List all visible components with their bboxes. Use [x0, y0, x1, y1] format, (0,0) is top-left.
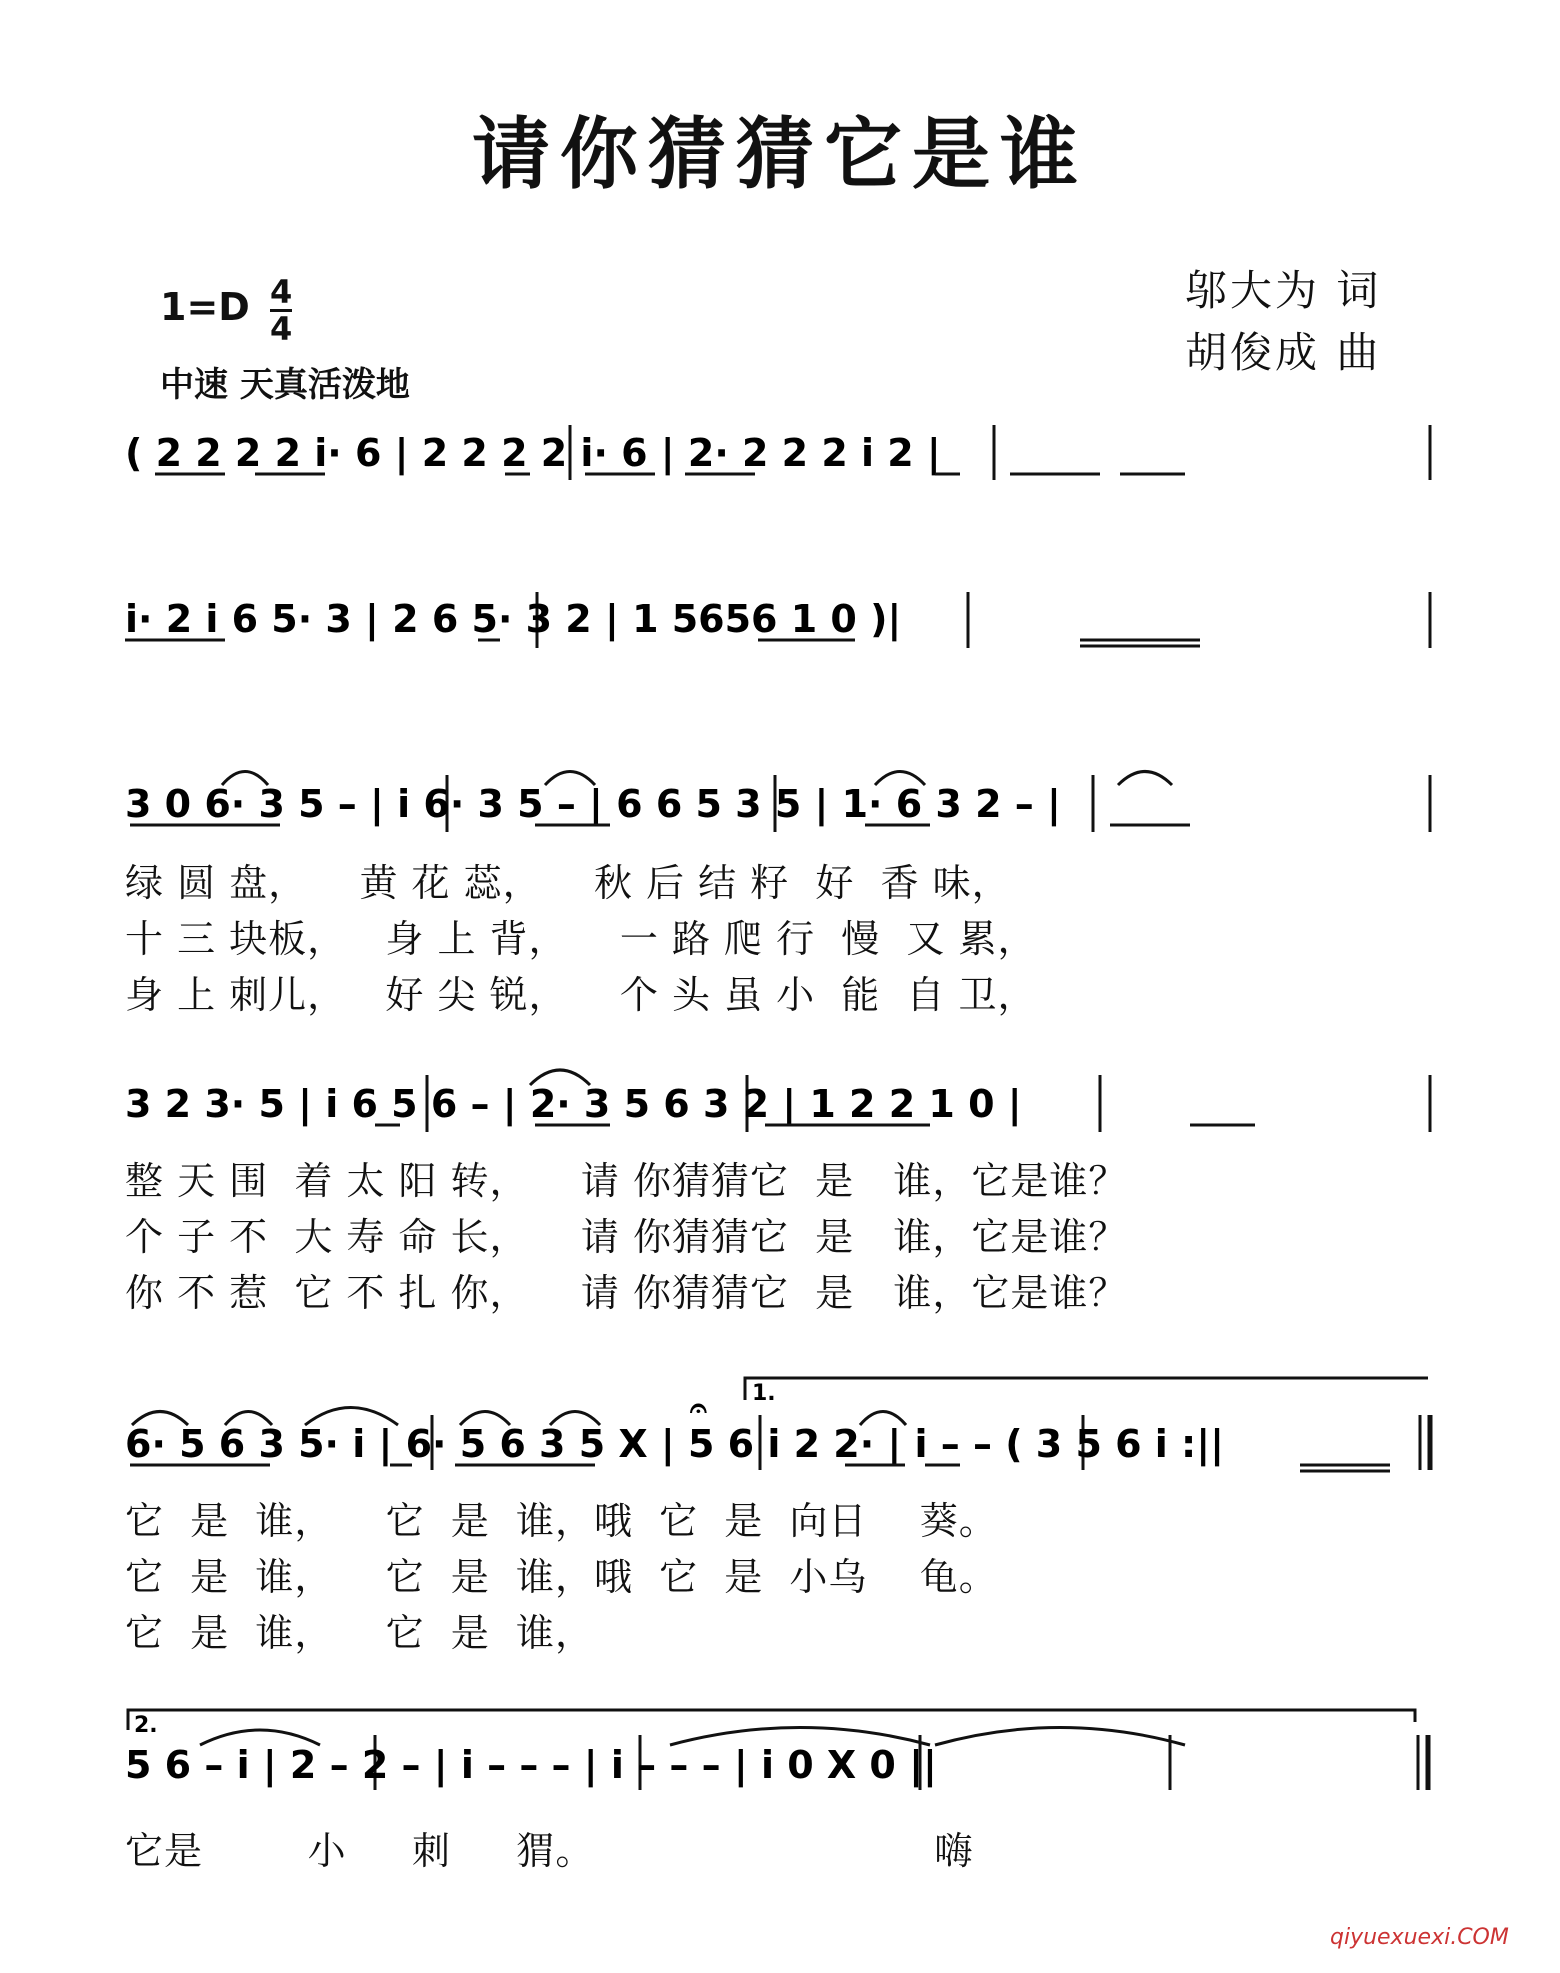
- lyric-s4-v3: 你 不 惹 它 不 扎 你， 请 你猜猜它 是 谁，它是谁？: [125, 1271, 1128, 1315]
- lyric-s6-v1: 它是 小 刺 猬。 嗨: [125, 1829, 974, 1873]
- system-5: 6· 5 6 3 5· i | 6· 5 6 3 5 X | 5 6 i 2 2· | i – – ( 3 5 6 i :||: [125, 1422, 1225, 1466]
- lyric-s3-v1: 绿 圆 盘， 黄 花 蕊， 秋 后 结 籽 好 香 味，: [125, 861, 1011, 905]
- volta-1-label: 1.: [752, 1381, 776, 1406]
- tempo-marking: 中速 天真活泼地: [160, 365, 410, 405]
- composer-credit: 胡俊成 曲: [1185, 328, 1382, 377]
- key-signature: 1=D: [160, 285, 250, 329]
- system-3: 3 0 6· 3 5 – | i 6· 3 5 – | 6 6 5 3 5 | 1· 6 3 2 – |: [125, 782, 1061, 826]
- lyric-s4-v2: 个 子 不 大 寿 命 长， 请 你猜猜它 是 谁，它是谁？: [125, 1215, 1128, 1259]
- fermata: 𝄐: [690, 1391, 707, 1426]
- lyric-s5-v3: 它 是 谁， 它 是 谁，: [125, 1611, 594, 1655]
- lyric-s5-v2: 它 是 谁， 它 是 谁，哦 它 是 小乌 龟。: [125, 1555, 998, 1599]
- time-signature-bottom: 4: [270, 310, 293, 348]
- lyric-s3-v2: 十 三 块板， 身 上 背， 一 路 爬 行 慢 又 累，: [125, 917, 1037, 961]
- lyric-s3-v3: 身 上 刺儿， 好 尖 锐， 个 头 虽 小 能 自 卫，: [125, 973, 1037, 1017]
- system-1: ( 2 2 2 2 i· 6 | 2 2 2 2 i· 6 | 2· 2 2 2 i 2 |: [125, 431, 941, 475]
- lyricist-credit: 邬大为 词: [1185, 266, 1382, 315]
- system-6: 5 6 – i | 2 – 2 – | i – – – | i – – – | i 0 X 0 ||: [125, 1743, 937, 1787]
- watermark: qiyuexuexi.COM: [1330, 1925, 1509, 1950]
- song-title: 请你猜猜它是谁: [471, 109, 1088, 200]
- system-2: i· 2 i 6 5· 3 | 2 6 5· 3 2 | 1 5656 1 0 )|: [125, 597, 902, 641]
- volta-2-label: 2.: [134, 1713, 158, 1738]
- system-4: 3 2 3· 5 | i 6 5 6 – | 2· 3 5 6 3 2 | 1 2 2 1 0 |: [125, 1082, 1022, 1126]
- time-signature-top: 4: [270, 273, 293, 311]
- lyric-s5-v1: 它 是 谁， 它 是 谁，哦 它 是 向日 葵。: [125, 1499, 998, 1543]
- lyric-s4-v1: 整 天 围 着 太 阳 转， 请 你猜猜它 是 谁，它是谁？: [125, 1159, 1128, 1203]
